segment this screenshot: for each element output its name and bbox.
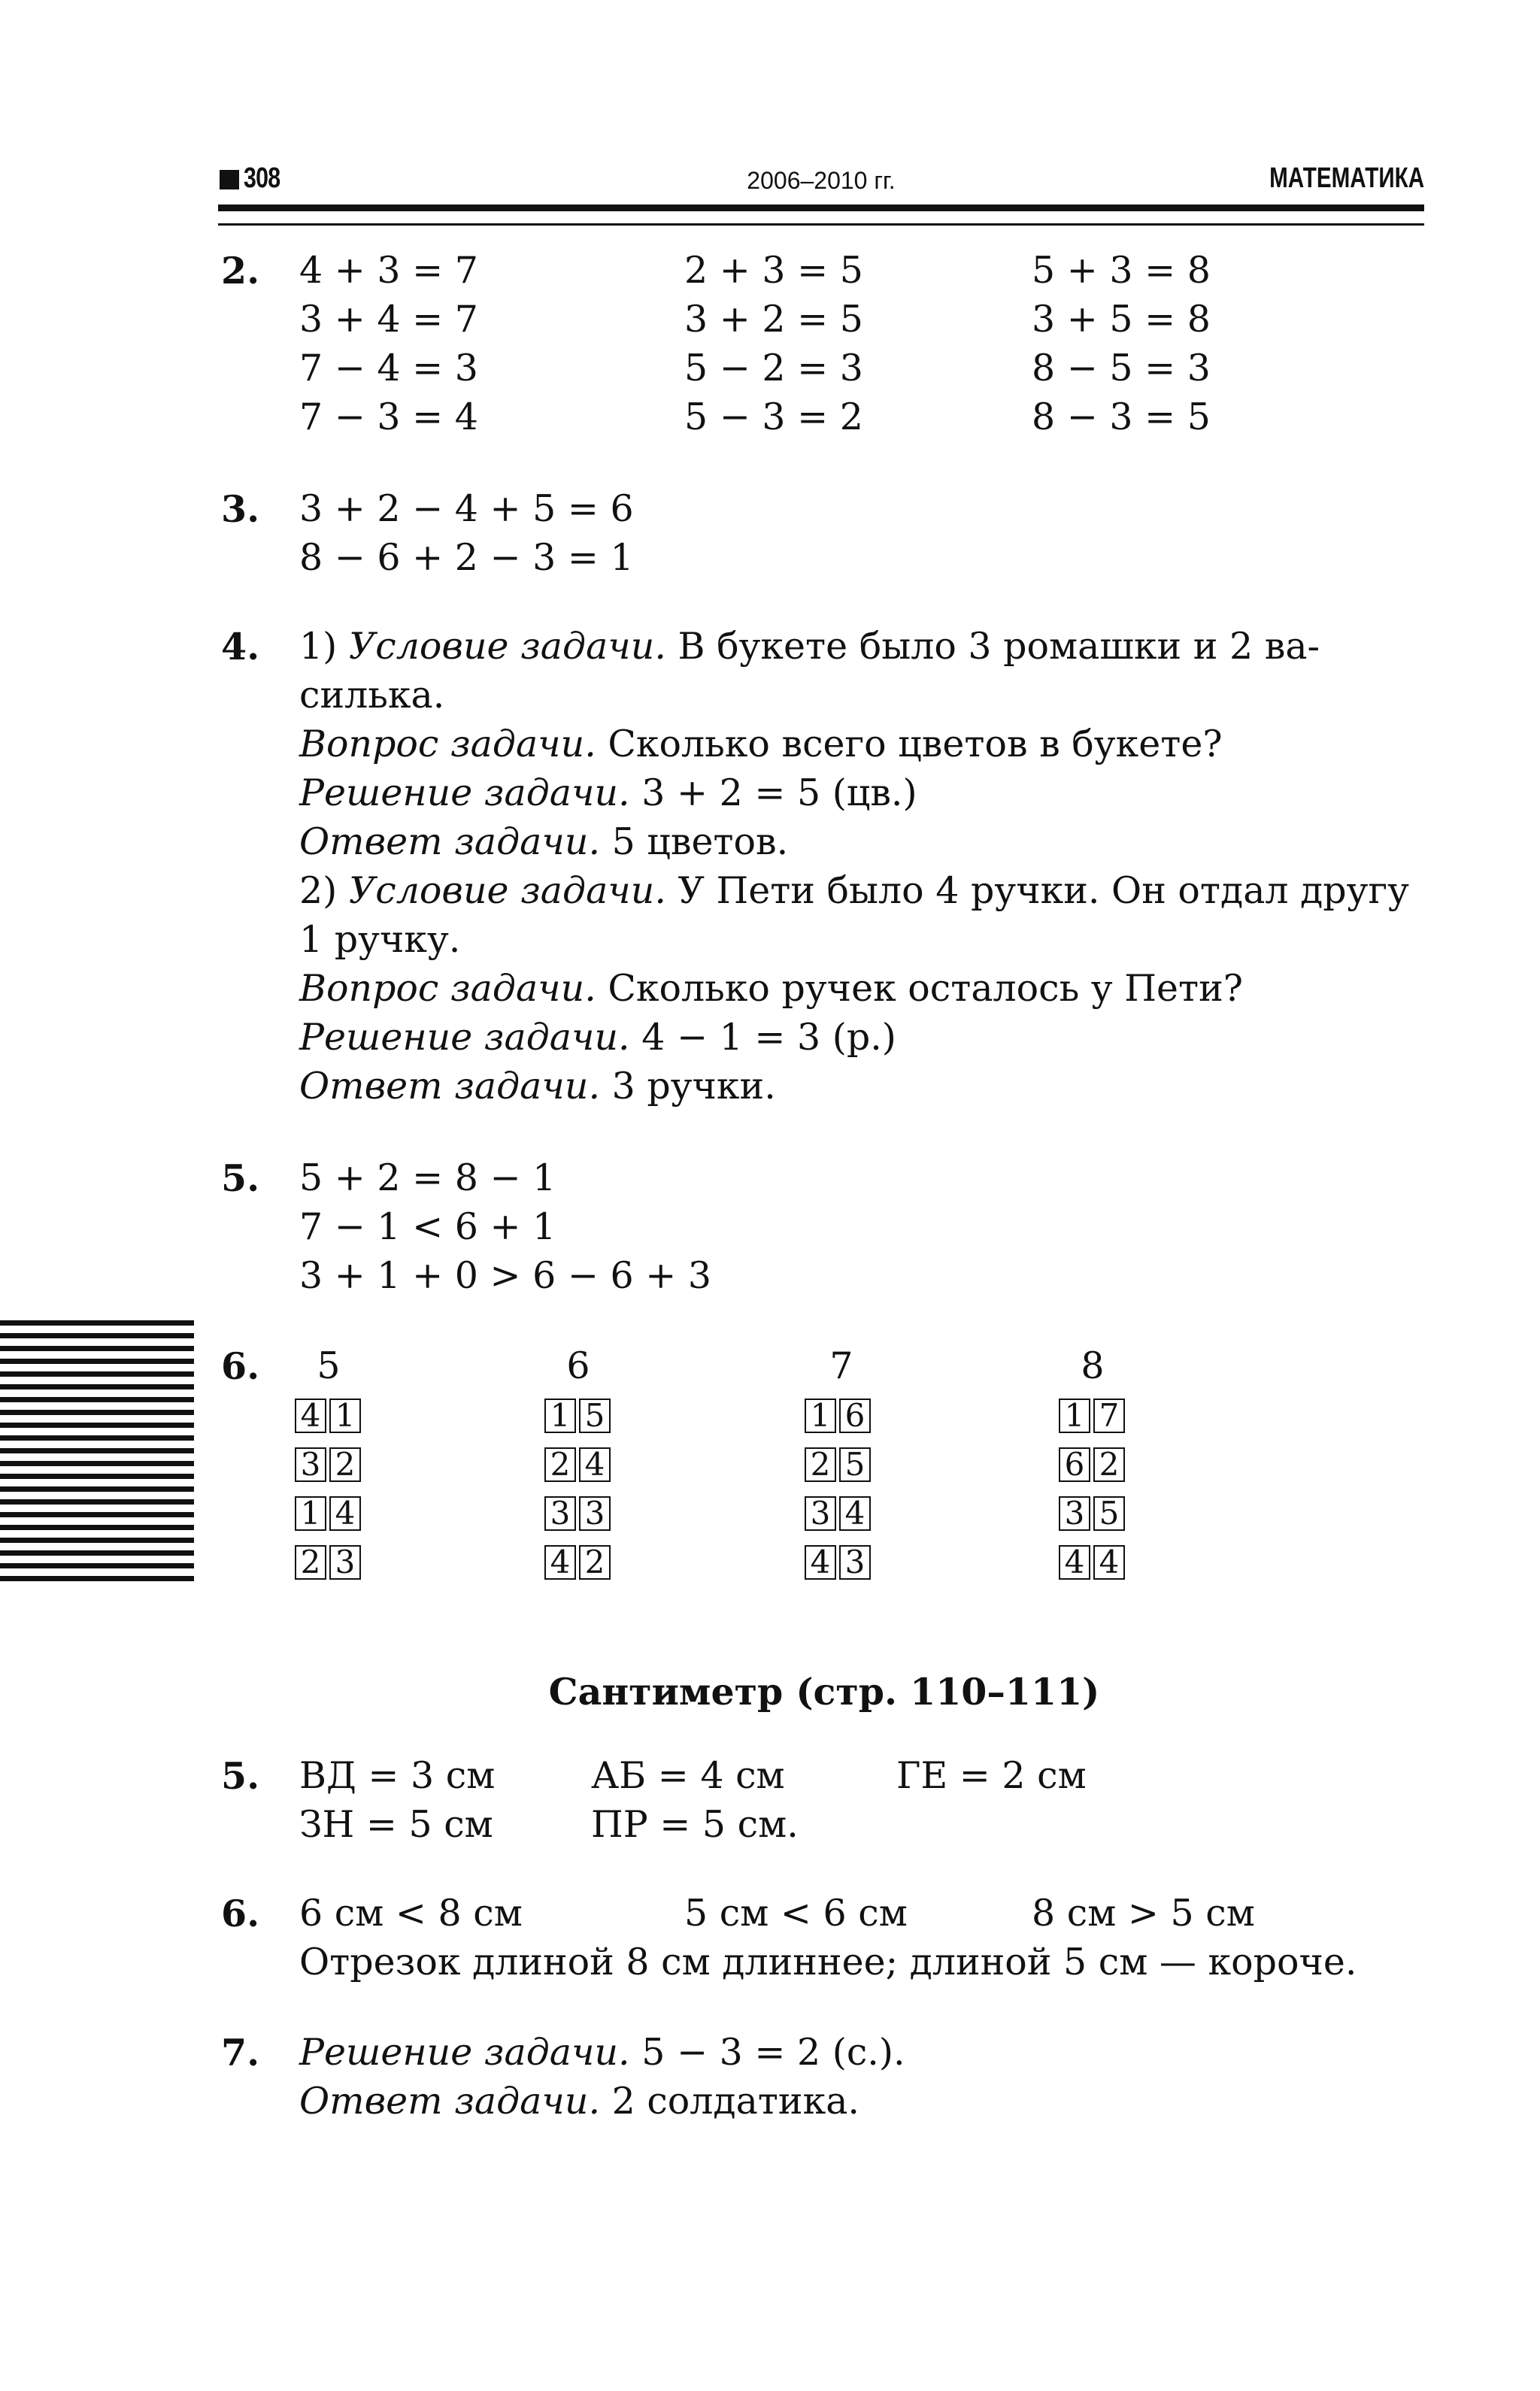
- task-4-line-5: Ответ задачи. 5 цветов.: [299, 820, 789, 863]
- header-rule-thick: [218, 205, 1424, 211]
- task-4-line-8: Вопрос задачи. Сколько ручек осталось у Пети?: [299, 967, 1244, 1010]
- task-4-line-7: 1 ручку.: [299, 918, 461, 961]
- digit-pair: 2 3: [295, 1545, 361, 1580]
- segment-length: ГЕ = 2 см: [896, 1754, 1087, 1797]
- digit-pair: 4 2: [544, 1545, 611, 1580]
- task-6-col-head: 7: [829, 1344, 853, 1387]
- task-2-col3-line: 5 + 3 = 8: [1032, 249, 1211, 292]
- header-subject: МАТЕМАТИКА: [1269, 162, 1424, 194]
- digit-pair: 4 4: [1059, 1545, 1125, 1580]
- length-comparison: 8 см > 5 см: [1032, 1892, 1255, 1935]
- task-2-col1-line: 4 + 3 = 7: [299, 249, 478, 292]
- task-6-number: 6.: [221, 1344, 260, 1388]
- segment-length: ПР = 5 см.: [591, 1803, 799, 1846]
- task-6-col-head: 8: [1081, 1344, 1105, 1387]
- answer-line: Ответ задачи. 2 солдатика.: [299, 2080, 859, 2123]
- section-heading: Сантиметр (стр. 110–111): [548, 1670, 1100, 1714]
- task-2-number: 2.: [221, 249, 260, 292]
- section-task-7-number: 7.: [221, 2031, 260, 2074]
- task-4-line-9: Решение задачи. 4 − 1 = 3 (р.): [299, 1016, 896, 1059]
- task-2-col3-line: 8 − 3 = 5: [1032, 395, 1211, 438]
- task-5-line: 5 + 2 = 8 − 1: [299, 1156, 556, 1199]
- digit-pair: 2 4: [544, 1447, 611, 1482]
- task-2-col2-line: 3 + 2 = 5: [684, 298, 863, 341]
- segment-length: ВД = 3 см: [299, 1754, 496, 1797]
- length-comparison: 5 см < 6 см: [684, 1892, 908, 1935]
- task-5-line: 3 + 1 + 0 > 6 − 6 + 3: [299, 1254, 712, 1297]
- task-4-number: 4.: [221, 625, 260, 668]
- digit-pair: 1 7: [1059, 1399, 1125, 1433]
- task-3-line: 8 − 6 + 2 − 3 = 1: [299, 536, 634, 579]
- digit-pair: 4 1: [295, 1399, 361, 1433]
- solution-line: Решение задачи. 5 − 3 = 2 (с.).: [299, 2031, 905, 2074]
- task-2-col1-line: 3 + 4 = 7: [299, 298, 478, 341]
- digit-pair: 4 3: [805, 1545, 871, 1580]
- task-4-line-10: Ответ задачи. 3 ручки.: [299, 1065, 776, 1108]
- task-2-col1-line: 7 − 4 = 3: [299, 347, 478, 389]
- digit-pair: 2 5: [805, 1447, 871, 1482]
- page-number: 308: [244, 162, 280, 194]
- header-years: 2006–2010 гг.: [747, 167, 896, 194]
- comparison-conclusion: Отрезок длиной 8 см длиннее; длиной 5 см — короче.: [299, 1941, 1357, 1983]
- digit-pair: 3 5: [1059, 1496, 1125, 1531]
- length-comparison: 6 см < 8 см: [299, 1892, 523, 1935]
- task-2-col3-line: 8 − 5 = 3: [1032, 347, 1211, 389]
- side-index-lines: [0, 1320, 194, 1583]
- digit-pair: 3 2: [295, 1447, 361, 1482]
- task-4-line-1: 1) Условие задачи. В букете было 3 ромашки и 2 ва-: [299, 625, 1320, 668]
- task-2-col2-line: 5 − 3 = 2: [684, 395, 863, 438]
- task-2-col2-line: 5 − 2 = 3: [684, 347, 863, 389]
- section-task-5-number: 5.: [221, 1754, 260, 1798]
- task-5-number: 5.: [221, 1156, 260, 1200]
- digit-pair: 1 4: [295, 1496, 361, 1531]
- task-6-col-head: 6: [566, 1344, 590, 1387]
- digit-pair: 6 2: [1059, 1447, 1125, 1482]
- page-header: [218, 161, 1424, 194]
- task-4-line-3: Вопрос задачи. Сколько всего цветов в букете?: [299, 723, 1223, 765]
- task-6-col-head: 5: [317, 1344, 341, 1387]
- task-4-line-6: 2) Условие задачи. У Пети было 4 ручки. Он отдал другу: [299, 869, 1409, 912]
- task-2-col3-line: 3 + 5 = 8: [1032, 298, 1211, 341]
- task-2-col2-line: 2 + 3 = 5: [684, 249, 863, 292]
- section-task-6-number: 6.: [221, 1892, 260, 1935]
- task-3-number: 3.: [221, 487, 260, 531]
- task-2-col1-line: 7 − 3 = 4: [299, 395, 478, 438]
- header-rule-thin: [218, 223, 1424, 226]
- segment-length: АБ = 4 см: [591, 1754, 785, 1797]
- segment-length: ЗН = 5 см: [299, 1803, 493, 1846]
- task-5-line: 7 − 1 < 6 + 1: [299, 1205, 556, 1248]
- task-3-line: 3 + 2 − 4 + 5 = 6: [299, 487, 634, 530]
- task-4-line-2: силька.: [299, 674, 445, 717]
- digit-pair: 3 4: [805, 1496, 871, 1531]
- digit-pair: 1 5: [544, 1399, 611, 1433]
- digit-pair: 1 6: [805, 1399, 871, 1433]
- digit-pair: 3 3: [544, 1496, 611, 1531]
- task-4-line-4: Решение задачи. 3 + 2 = 5 (цв.): [299, 771, 917, 814]
